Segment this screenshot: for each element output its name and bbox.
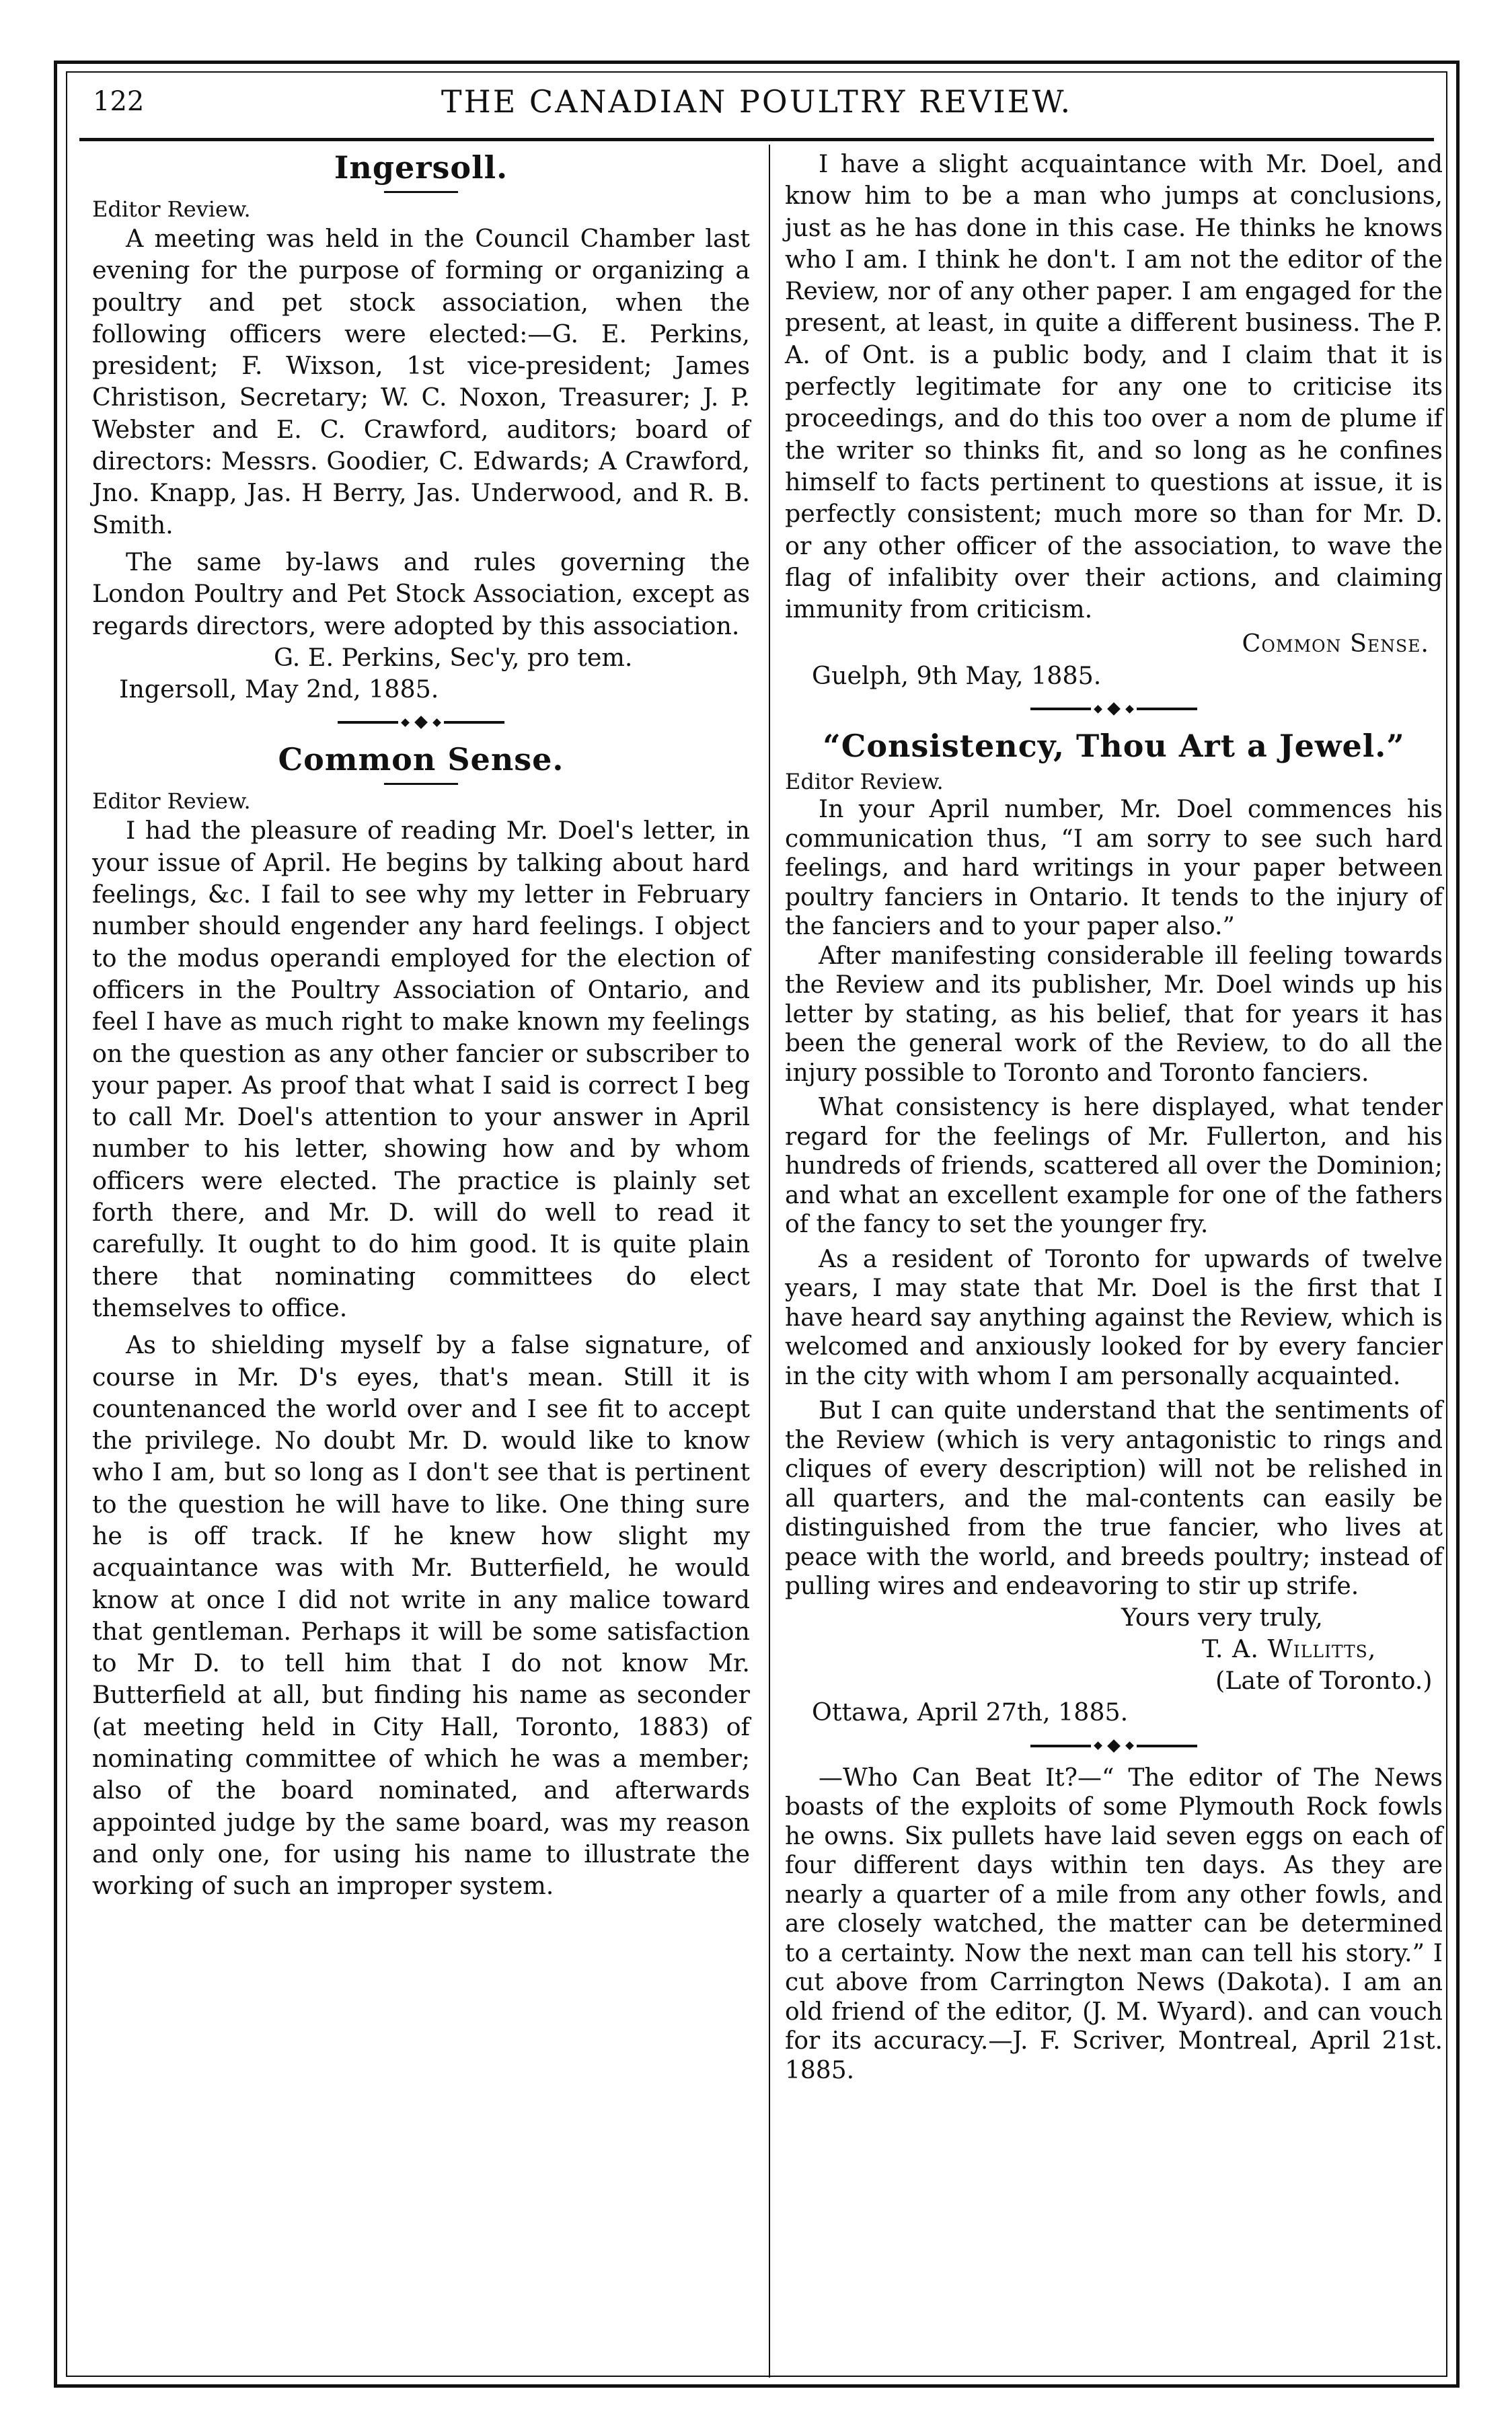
common-sense-article — [92, 740, 750, 1901]
section-ornament — [785, 1733, 1443, 1759]
signature: T. A. Willitts, — [1202, 1634, 1377, 1663]
consistency-article — [785, 726, 1443, 1729]
signature: G. E. Perkins, Sec'y, pro tem. — [274, 642, 633, 672]
article-title: “Consistency, Thou Art a Jewel.” — [823, 728, 1405, 765]
ingersoll-article — [92, 148, 750, 705]
signature-note: (Late of Toronto.) — [1215, 1666, 1433, 1696]
paragraph: I have a slight acquaintance with Mr. Doel, and know him to be a man who jumps at conclusions, just as he has done in this case. He thinks he knows who I am. I think he don't. I am not the editor of the Review, nor of any other paper. I am engaged for the present, at least, in quite a different business. The P. A. of Ont. is a public body, and I claim that it is perfectly legitimate for any one to criticise its proceedings, and do this too over a nom de plume if the writer so thinks fit, and so long as he confines himself to facts pertinent to questions at issue, it is perfectly consistent; much more so than for Mr. D. or any other officer of the association, to wave the flag of infalibity over their actions, and claiming immunity from criticism. — [785, 149, 1443, 624]
header-rule — [79, 138, 1434, 141]
article-title: Common Sense. — [278, 741, 564, 778]
running-title: THE CANADIAN POULTRY REVIEW. — [441, 83, 1073, 120]
right-column — [785, 148, 1443, 2085]
paragraph: The same by-laws and rules governing the London Poultry and Pet Stock Association, except as regards directors, were adopted by this association. — [92, 547, 750, 640]
paragraph: What consistency is here displayed, what tender regard for the feelings of Mr. Fullerton, and his hundreds of friends, scattered all over the Dominion; and what an excellent example for one of the fathers of the fancy to set the younger fry. — [785, 1094, 1443, 1239]
salutation: Editor Review. — [92, 788, 251, 814]
page-header — [79, 74, 1434, 128]
salutation: Editor Review. — [785, 769, 944, 795]
title-rule — [384, 783, 458, 785]
section-ornament — [785, 695, 1443, 722]
article-title: Ingersoll. — [334, 149, 508, 186]
page-number: 122 — [93, 86, 145, 117]
signature: Common Sense. — [1242, 629, 1429, 658]
title-rule — [384, 191, 458, 193]
paragraph: I had the pleasure of reading Mr. Doel's letter, in your issue of April. He begins by talking about hard feelings, &c. I fail to see why my letter in February number should engender any hard feelings. I object to the modus operandi employed for the election of officers in the Poultry Association of Ontario, and feel I have as much right to make known my feelings on the question as any other fancier or subscriber to your paper. As proof that what I said is correct I beg to call Mr. Doel's attention to your answer in April number to his letter, showing how and by whom officers were elected. The practice is plainly set forth there, and Mr. D. will do well to read it carefully. It ought to do him good. It is quite plain there that nominating committees do elect themselves to office. — [92, 816, 750, 1322]
common-sense-continued — [785, 148, 1443, 691]
paragraph: After manifesting considerable ill feeling towards the Review and its publisher, Mr. Doel winds up his letter by stating, as his belief, that for years it has been the general work of the Review, to do all the injury possible to Toronto and Toronto fanciers. — [785, 942, 1443, 1087]
paragraph: As to shielding myself by a false signature, of course in Mr. D's eyes, that's mean. Still it is countenanced the world over and I see fit to accept the privilege. No doubt Mr. D. would like to know who I am, but so long as I don't see that is pertinent to the question he will have to like. One thing sure he is off track. If he knew how slight my acquaintance was with Mr. Butterfield, he would know at once I did not write in any malice toward that gentleman. Perhaps it will be some satisfaction to Mr D. to tell him that I do not know Mr. Butterfield at all, but finding his name as seconder (at meeting held in City Hall, Toronto, 1883) of nominating committee of which he was a member; also of the board nominated, and afterwards appointed judge by the same board, was my reason and only one, for using his name to illustrate the working of such an improper system. — [92, 1330, 750, 1901]
left-column — [92, 148, 750, 1902]
section-ornament — [92, 709, 750, 736]
paragraph: —Who Can Beat It?—“ The editor of The News boasts of the exploits of some Plymouth Rock fowls he owns. Six pullets have laid seven eggs on each of four different days within ten days. As they are nearly a quarter of a mile from any other fowls, and are closely watched, the matter can be determined to a certainty. Now the next man can tell his story.” I cut above from Carrington News (Dakota). I am an old friend of the editor, (J. M. Wyard). and can vouch for its accuracy.—J. F. Scriver, Montreal, April 21st. 1885. — [785, 1764, 1443, 2084]
column-divider — [769, 145, 770, 2378]
dateline: Ingersoll, May 2nd, 1885. — [119, 675, 439, 704]
salutation: Editor Review. — [92, 196, 251, 222]
paragraph: A meeting was held in the Council Chamber last evening for the purpose of forming or organizing a poultry and pet stock association, when the following officers were elected:—G. E. Perkins, president; F. Wixson, 1st vice-president; James Christison, Secretary; W. C. Noxon, Treasurer; J. P. Webster and E. C. Crawford, auditors; board of directors: Messrs. Goodier, C. Edwards; A Crawford, Jno. Knapp, Jas. H Berry, Jas. Underwood, and R. B. Smith. — [92, 224, 750, 539]
dateline: Ottawa, April 27th, 1885. — [812, 1698, 1129, 1727]
dateline: Guelph, 9th May, 1885. — [812, 660, 1102, 690]
paragraph: In your April number, Mr. Doel commences his communication thus, “I am sorry to see such hard feelings, and hard writings in your paper between poultry fanciers in Ontario. It tends to the injury of the fanciers and to your paper also.” — [785, 796, 1443, 941]
paragraph: But I can quite understand that the sentiments of the Review (which is very antagonistic to rings and cliques of every description) will not be relished in all quarters, and the mal-contents can easily be distinguished from the true fancier, who lives at peace with the world, and breeds poultry; instead of pulling wires and endeavoring to stir up strife. — [785, 1397, 1443, 1601]
paragraph: As a resident of Toronto for upwards of twelve years, I may state that Mr. Doel is the first that I have heard say anything against the Review, which is welcomed and anxiously looked for by every fancier in the city with whom I am personally acquainted. — [785, 1245, 1443, 1390]
closing: Yours very truly, — [1121, 1602, 1323, 1632]
who-can-beat-item — [785, 1764, 1443, 2086]
